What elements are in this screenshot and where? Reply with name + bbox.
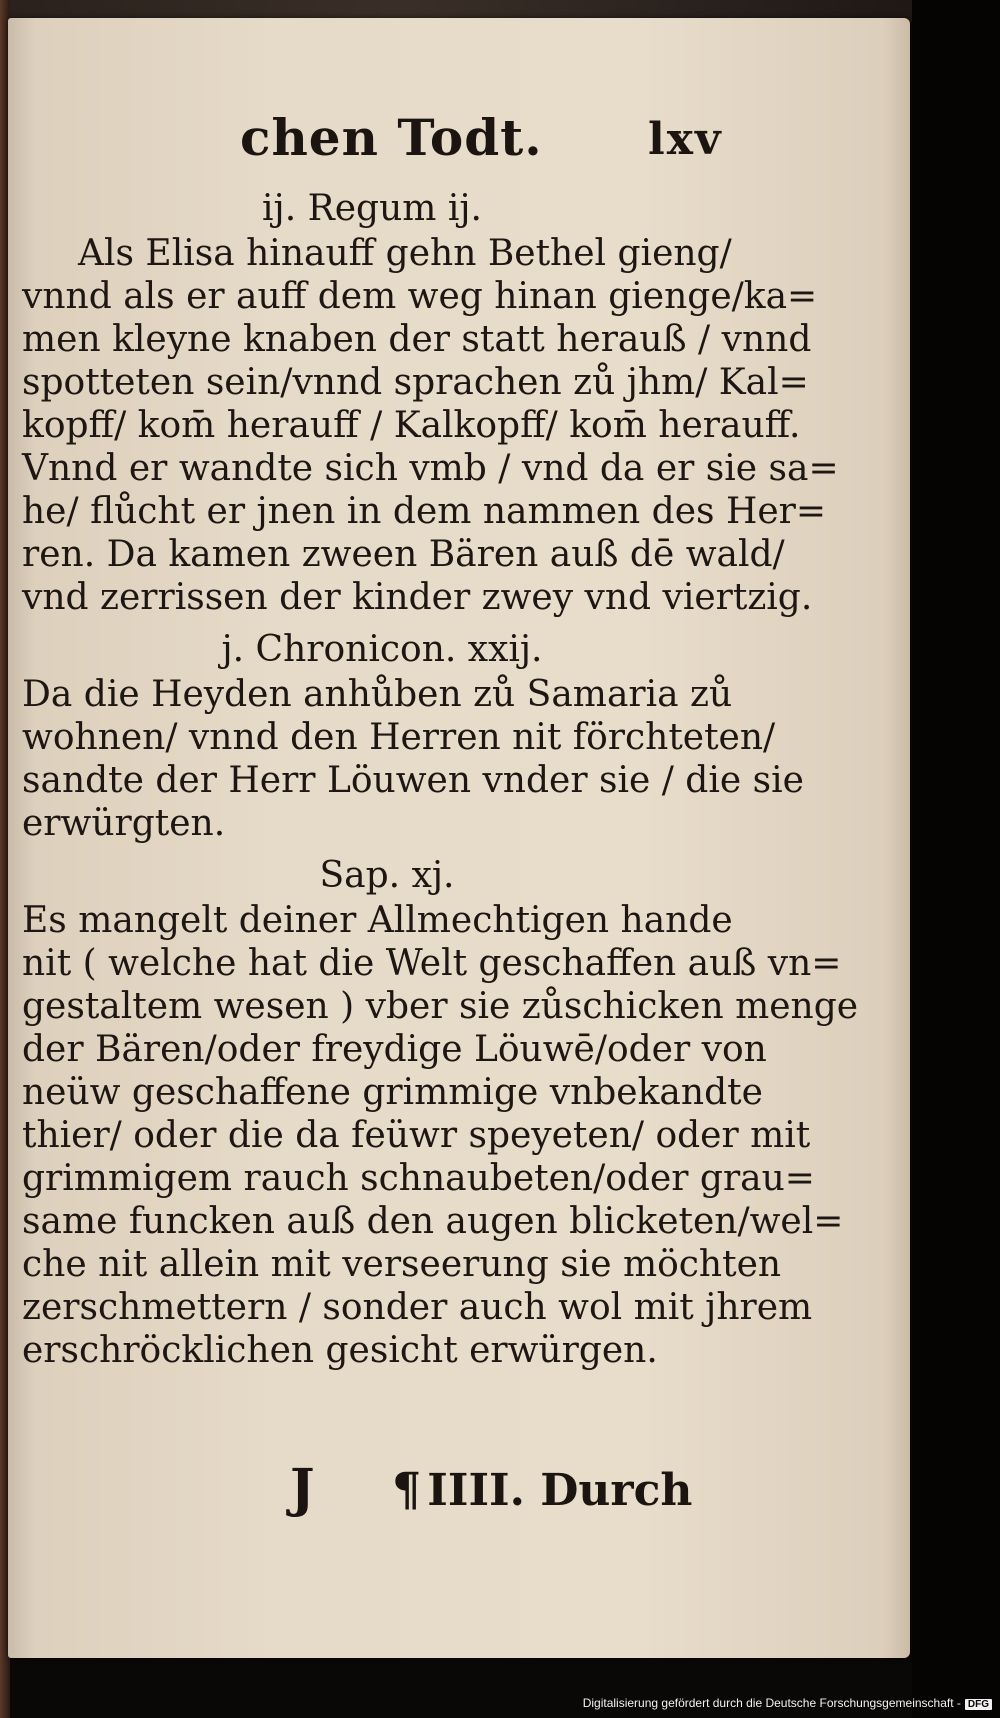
running-head: chen Todt. [240, 108, 543, 167]
page-text [22, 186, 859, 1380]
section-heading: Sap. xj. [319, 855, 455, 896]
pilcrow-icon: ¶ [392, 1462, 422, 1516]
text-line: vnnd als er auff dem weg hinan gienge/ka= [22, 276, 818, 317]
digitization-credit [583, 1696, 992, 1710]
text-line: ren. Da kamen zween Bären auß dē wald/ [22, 534, 785, 575]
dfg-logo: DFG [965, 1699, 992, 1710]
text-line: sandte der Herr Löuwen vnder sie / die sie [22, 760, 804, 801]
text-line: che nit allein mit verseerung sie möchten [22, 1244, 782, 1285]
folio-number: lxv [648, 114, 723, 165]
section-regum [22, 186, 839, 619]
text-line: erschröcklichen gesicht erwürgen. [22, 1330, 658, 1371]
section-heading: ij. Regum ij. [262, 188, 482, 229]
text-line: Als Elisa hinauff gehn Bethel gieng/ [78, 233, 732, 274]
section-chronicon [22, 627, 804, 845]
text-line: Es mangelt deiner Allmechtigen hande [22, 900, 733, 941]
text-line: wohnen/ vnnd den Herren nit förchteten/ [22, 717, 776, 758]
text-line: he/ flůcht er jnen in dem nammen des Her= [22, 491, 827, 532]
text-line: zerschmettern / sonder auch wol mit jhrem [22, 1287, 813, 1328]
text-line: der Bären/oder freydige Löuwē/oder von [22, 1029, 767, 1070]
text-line: gestaltem wesen ) vber sie zůschicken menge [22, 986, 859, 1027]
section-heading: j. Chronicon. xxij. [221, 629, 543, 670]
catchword-text: IIII. Durch [427, 1465, 693, 1516]
scan-background-right [912, 0, 1000, 1718]
text-line: Vnnd er wandte sich vmb / vnd da er sie sa= [22, 448, 839, 489]
text-line: nit ( welche hat die Welt geschaffen auß vn= [22, 943, 842, 984]
text-line: thier/ oder die da feüwr speyeten/ oder mit [22, 1115, 811, 1156]
text-line: grimmigem rauch schnaubeten/oder grau= [22, 1158, 815, 1199]
section-sapientia [22, 853, 859, 1372]
signature-mark: J [290, 1458, 315, 1519]
text-line: Da die Heyden anhůben zů Samaria zů [22, 674, 733, 715]
paragraph [22, 232, 839, 619]
text-line: kopff/ kom̄ herauff / Kalkopff/ kom̄ herauff. [22, 405, 801, 446]
paragraph [22, 673, 804, 845]
text-line: neüw geschaffene grimmige vnbekandte [22, 1072, 763, 1113]
page-footer [8, 1458, 910, 1538]
paragraph [22, 899, 859, 1372]
text-line: vnd zerrissen der kinder zwey vnd viertzig. [22, 577, 813, 618]
text-line: spotteten sein/vnnd sprachen zů jhm/ Kal= [22, 362, 809, 403]
book-page [8, 18, 910, 1658]
page-header [8, 108, 910, 188]
text-line: same funcken auß den augen blicketen/wel= [22, 1201, 844, 1242]
text-line: erwürgten. [22, 803, 226, 844]
credit-text: Digitalisierung gefördert durch die Deutsche Forschungsgemeinschaft - [582, 1696, 961, 1710]
catchword [392, 1462, 692, 1516]
text-line: men kleyne knaben der statt herauß / vnnd [22, 319, 812, 360]
